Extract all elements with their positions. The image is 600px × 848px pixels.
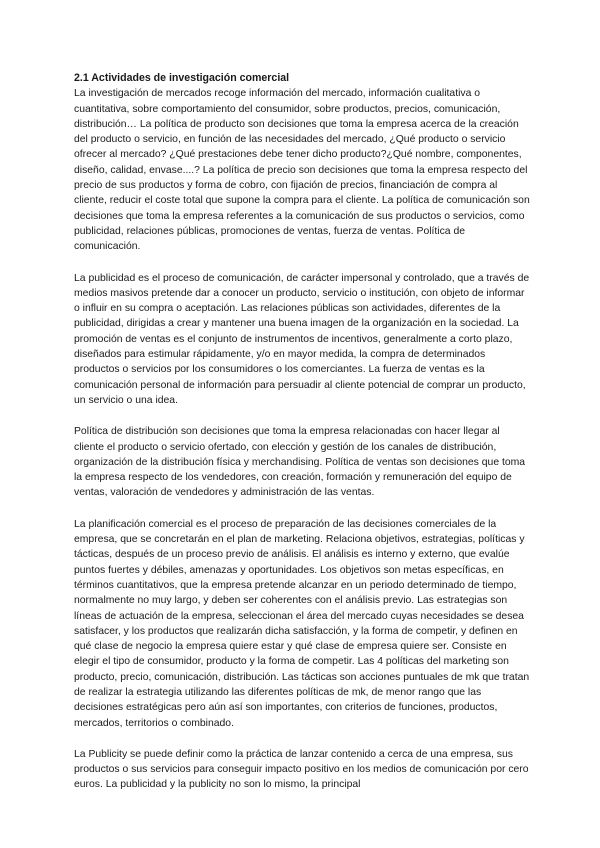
section-heading: 2.1 Actividades de investigación comercial: [74, 72, 290, 84]
paragraph-publicity: La Publicity se puede definir como la práctica de lanzar contenido a cerca de una empresa, sus productos o sus servicios para conseguir impacto positivo en los medios de comunicación por cero euros. La publicidad y la publicity no son lo mismo, la principal: [74, 748, 529, 791]
paragraph-advertising: La publicidad es el proceso de comunicación, de carácter impersonal y controlado, que a través de medios masivos pretende dar a conocer un producto, servicio o institución, con objeto de informar o influir en su compra o aceptación. Las relaciones públicas son actividades, diferentes de la publicidad, dirigidas a crear y mantener una buena imagen de la organización en la sociedad. La promoción de ventas es el conjunto de instrumentos de incentivos, generalmente a corto plazo, diseñados para estimular rápidamente, y/o en mayor medida, la compra de determinados productos o servicios por los consumidores o los comerciantes. La fuerza de ventas es la comunicación personal de información para persuadir al cliente potencial de comprar un producto, un servicio o una idea.: [74, 272, 530, 406]
paragraph-market-research: La investigación de mercados recoge información del mercado, información cualitativa o cuantitativa, sobre comportamiento del consumidor, sobre productos, precios, comunicación, distribución… La política de producto son decisiones que toma la empresa acerca de la creación del producto o servicio, en función de las necesidades del mercado, ¿Qué producto o servicio ofrecer al mercado? ¿Qué prestaciones debe tener dicho producto?¿Qué nombre, componentes, diseño, calidad, envase....? La política de precio son decisiones que toma la empresa respecto del precio de sus productos y forma de cobro, con fijación de precios, financiación de compra al cliente, reducir el coste total que supone la compra para el cliente. La política de comunicación son decisiones que toma la empresa referentes a la comunicación de sus productos o servicios, como publicidad, relaciones públicas, promociones de ventas, fuerza de ventas. Política de comunicación.: [74, 88, 530, 253]
paragraph-distribution: Política de distribución son decisiones que toma la empresa relacionadas con hacer llegar al cliente el producto o servicio ofertado, con elección y gestión de los canales de distribución, organización de la distribución física y merchandising. Política de ventas son decisiones que toma la empresa respecto de los vendedores, con creación, formación y remuneración del equipo de ventas, valoración de vendedores y administración de las ventas.: [74, 426, 526, 499]
document-body: [74, 71, 532, 809]
paragraph-commercial-planning: La planificación comercial es el proceso de preparación de las decisiones comerciales de la empresa, que se concretarán en el plan de marketing. Relaciona objetivos, estrategias, políticas y tácticas, después de un proceso previo de análisis. El análisis es interno y externo, que evalúe puntos fuertes y débiles, amenazas y oportunidades. Los objetivos son metas específicas, en términos cuantitativos, que la empresa pretende alcanzar en un periodo determinado de tiempo, normalmente no muy largo, y deben ser coherentes con el análisis previo. Las estrategias son líneas de actuación de la empresa, seleccionan el área del mercado cuyas necesidades se desea satisfacer, y los productos que realizarán dicha satisfacción, y la forma de competir, y definen en qué clase de negocio la empresa quiere estar y qué clase de empresa quiere ser. Consiste en elegir el tipo de consumidor, producto y la forma de competir. Las 4 políticas del marketing son producto, precio, comunicación, distribución. Las tácticas son acciones puntuales de mk que tratan de realizar la estrategia utilizando las diferentes políticas de mk, de menor rango que las decisiones estratégicas pero aún así son importantes, con criterios de funciones, productos, mercados, territorios o combinado.: [74, 518, 530, 729]
